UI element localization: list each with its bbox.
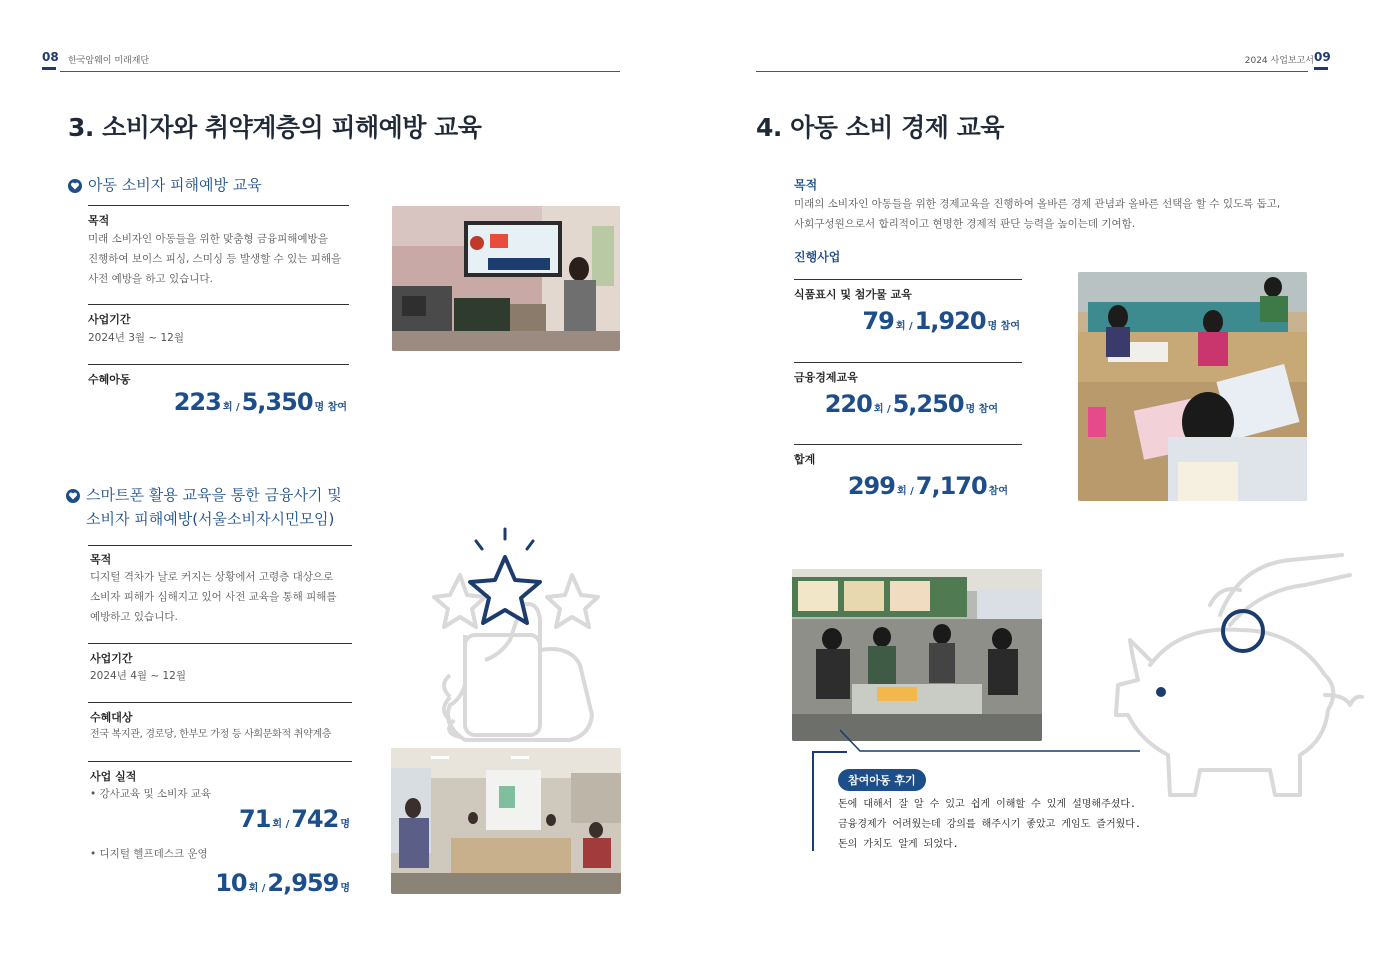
- divider: [88, 304, 349, 305]
- sub2-purpose-text: [90, 567, 370, 627]
- thumbs-up-star-illustration: [420, 525, 610, 755]
- right-page-number-bar: [1314, 67, 1328, 70]
- total-label: 합계: [794, 453, 816, 466]
- total-stat: [848, 472, 1010, 500]
- divider: [88, 545, 352, 546]
- sub1-period-label: 사업기간: [88, 313, 131, 326]
- prog2-count1: 220: [824, 390, 872, 418]
- divider: [88, 761, 352, 762]
- left-header-line: [60, 71, 620, 72]
- total-count2: 7,170: [915, 472, 987, 500]
- review-label-pill: 참여아동 후기: [838, 769, 926, 791]
- sub1-count1: 223: [173, 388, 221, 416]
- item2-count2: 2,959: [267, 869, 339, 897]
- piggy-bank-illustration: [1110, 545, 1368, 807]
- item1-unit1: 회 /: [272, 819, 290, 830]
- total-unit2: 참여: [988, 486, 1008, 497]
- section4-purpose-label: 목적: [794, 178, 818, 192]
- sub2-purpose-line: 예방하고 있습니다.: [90, 611, 178, 623]
- heart-bullet-icon: [68, 179, 82, 193]
- sub1-count2: 5,350: [241, 388, 313, 416]
- item1-count1: 71: [239, 805, 271, 833]
- sub2-period-label: 사업기간: [90, 652, 133, 665]
- prog2-unit2: 명 참여: [965, 404, 998, 415]
- total-count1: 299: [847, 472, 895, 500]
- sub2-purpose-label: 목적: [90, 553, 112, 566]
- prog2-unit1: 회 /: [873, 404, 891, 415]
- sub2-target-label: 수혜대상: [90, 711, 133, 724]
- section4-title: 4. 아동 소비 경제 교육: [756, 113, 1004, 142]
- prog2-count2: 5,250: [892, 390, 964, 418]
- photo-seniors-education: [391, 748, 621, 894]
- prog1-unit1: 회 /: [895, 321, 913, 332]
- sub2-results-label: 사업 실적: [90, 770, 137, 783]
- sub2-period: 2024년 4월 ~ 12월: [90, 670, 187, 682]
- photo-classroom-game: [792, 569, 1042, 741]
- review-line: 금융경제가 어려웠는데 강의를 해주시기 좋았고 게임도 즐거웠다.: [838, 819, 1141, 830]
- sub2-item1-stat: [239, 805, 352, 833]
- right-header-line: [756, 71, 1308, 72]
- total-unit1: 회 /: [896, 486, 914, 497]
- sub1-stat: [174, 388, 349, 416]
- left-org-name: 한국암웨이 미래재단: [68, 56, 150, 66]
- sub1-unit1: 회 /: [222, 402, 240, 413]
- prog2-label: 금융경제교육: [794, 371, 858, 384]
- sub2-item1: • 강사교육 및 소비자 교육: [90, 788, 211, 800]
- section4-purpose-line: 사회구성원으로서 합리적이고 현명한 경제적 판단 능력을 높이는데 기여함.: [794, 218, 1136, 230]
- divider: [794, 444, 1022, 445]
- sub2-item2: • 디지털 헬프데스크 운영: [90, 848, 208, 860]
- item1-count2: 742: [291, 805, 339, 833]
- divider: [794, 362, 1022, 363]
- item2-unit2: 명: [340, 883, 350, 894]
- sub1-period: 2024년 3월 ~ 12월: [88, 332, 185, 344]
- left-page-number: 08: [42, 50, 59, 64]
- prog1-unit2: 명 참여: [987, 321, 1020, 332]
- prog2-stat: [825, 390, 1000, 418]
- right-page-number: 09: [1314, 50, 1331, 64]
- divider: [88, 643, 352, 644]
- sub2-target: 전국 복지관, 경로당, 한부모 가정 등 사회문화적 취약계층: [90, 729, 332, 740]
- sub1-heading-text: 아동 소비자 피해예방 교육: [88, 176, 262, 194]
- section4-program-label: 진행사업: [794, 250, 841, 264]
- divider: [88, 702, 352, 703]
- review-text: [838, 795, 1141, 855]
- prog1-stat: [862, 307, 1022, 335]
- section4-purpose-text: [794, 194, 1334, 234]
- review-line: 돈에 대해서 잘 알 수 있고 쉽게 이해할 수 있게 설명해주셨다.: [838, 799, 1137, 810]
- sub2-heading-line1: 스마트폰 활용 교육을 통한 금융사기 및: [86, 486, 342, 504]
- review-line: 돈의 가치도 알게 되었다.: [838, 839, 959, 850]
- prog1-label: 식품표시 및 첨가물 교육: [794, 288, 912, 301]
- sub2-heading-line2: 소비자 피해예방(서울소비자시민모임): [86, 510, 335, 528]
- prog1-count2: 1,920: [914, 307, 986, 335]
- heart-bullet-icon: [66, 489, 80, 503]
- sub1-unit2: 명 참여: [314, 402, 347, 413]
- item1-unit2: 명: [340, 819, 350, 830]
- sub1-purpose-line: 미래 소비자인 아동들을 위한 맞춤형 금융피해예방을: [88, 233, 328, 245]
- divider: [794, 279, 1022, 280]
- sub2-purpose-line: 디지털 격차가 날로 커지는 상황에서 고령층 대상으로: [90, 571, 334, 583]
- divider: [88, 205, 349, 206]
- section4-purpose-line: 미래의 소비자인 아동들을 위한 경제교육을 진행하여 올바른 경제 관념과 올바른 선택을 할 수 있도록 돕고,: [794, 198, 1281, 210]
- item2-count1: 10: [215, 869, 247, 897]
- right-report-title: 2024 사업보고서: [1244, 56, 1314, 66]
- sub2-heading: [66, 484, 342, 507]
- item2-unit1: 회 /: [248, 883, 266, 894]
- photo-children-lecture: [392, 206, 620, 351]
- photo-kids-workshop: [1078, 272, 1307, 501]
- left-page-number-bar: [42, 67, 56, 70]
- sub2-item2-stat: [215, 869, 352, 897]
- review-vertical-line: [812, 751, 814, 851]
- divider: [88, 364, 349, 365]
- sub1-purpose-label: 목적: [88, 214, 110, 227]
- sub1-heading: [68, 174, 262, 197]
- sub1-purpose-text: [88, 229, 363, 289]
- sub1-purpose-line: 진행하여 보이스 피싱, 스미싱 등 발생할 수 있는 피해을: [88, 253, 342, 265]
- sub2-purpose-line: 소비자 피해가 심해지고 있어 사전 교육을 통해 피해를: [90, 591, 337, 603]
- review-pointer: [840, 728, 1140, 754]
- section3-title: 3. 소비자와 취약계층의 피해예방 교육: [68, 113, 482, 142]
- sub1-purpose-line: 사전 예방을 하고 있습니다.: [88, 273, 213, 285]
- prog1-count1: 79: [862, 307, 894, 335]
- sub1-beneficiary-label: 수혜아동: [88, 373, 131, 386]
